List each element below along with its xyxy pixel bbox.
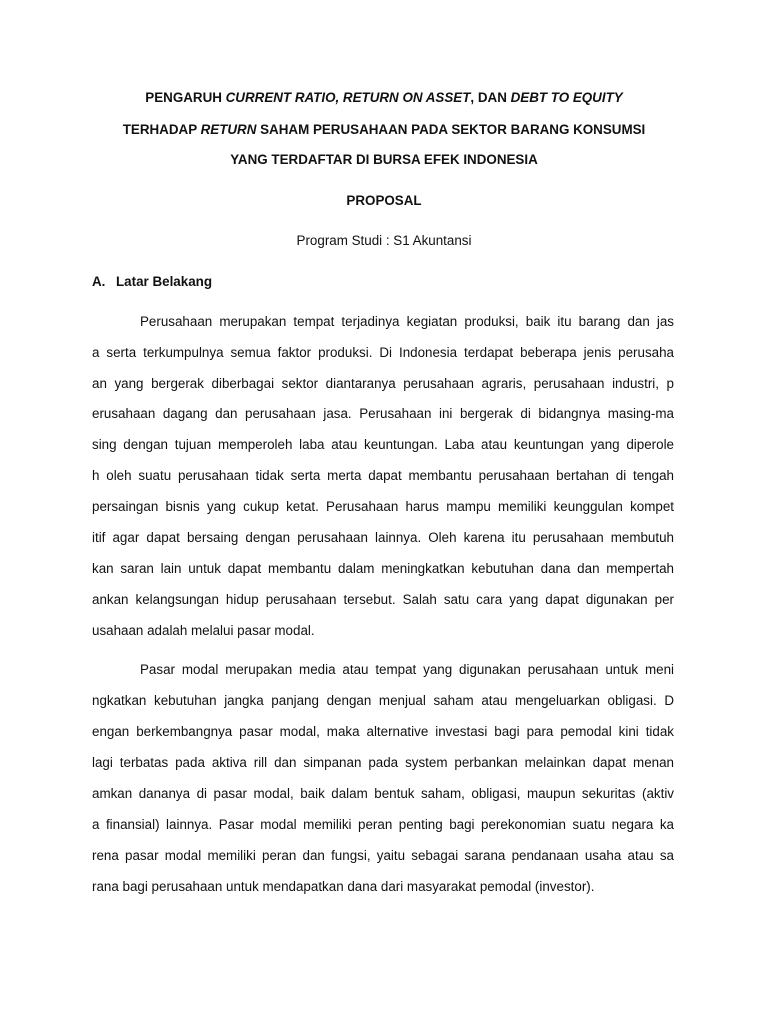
paragraph-2-line: Pasar modal merupakan media atau tempat yang digunakan perusahaan untuk meni (140, 662, 674, 677)
paragraph-2-line: amkan dananya di pasar modal, baik dalam bentuk saham, obligasi, maupun sekuritas (aktiv (92, 786, 674, 801)
paragraph-1-line: itif agar dapat bersaing dengan perusahaan lainnya. Oleh karena itu perusahaan membutuh (92, 530, 674, 545)
paragraph-1-line: usahaan adalah melalui pasar modal. (92, 623, 315, 638)
title-line-1-part-b: CURRENT RATIO, RETURN ON ASSET (225, 90, 471, 105)
document-type: PROPOSAL (346, 193, 422, 208)
title-line-2-part-a: TERHADAP (122, 122, 201, 137)
title-line-2 (60, 120, 708, 140)
paragraph-1-line: erusahaan dagang dan perusahaan jasa. Perusahaan ini bergerak di bidangnya masing-ma (92, 406, 674, 421)
paragraph-1-line: kan saran lain untuk dapat membantu dalam meningkatkan kebutuhan dana dan mempertah (92, 561, 674, 576)
paragraph-1-line: h oleh suatu perusahaan tidak serta merta dapat membantu perusahaan bertahan di tengah (92, 468, 674, 483)
section-heading-text: Latar Belakang (116, 274, 213, 289)
paragraph-2-line: a finansial) lainnya. Pasar modal memiliki peran penting bagi perekonomian suatu negara ka (92, 817, 674, 832)
paragraph-1-line: persaingan bisnis yang cukup ketat. Perusahaan harus mampu memiliki keunggulan kompet (92, 499, 674, 514)
section-marker: A. (92, 274, 106, 289)
paragraph-2-line: rena pasar modal memiliki peran dan fungsi, yaitu sebagai sarana pendanaan usaha atau sa (92, 848, 674, 863)
paragraph-1-line: sing dengan tujuan memperoleh laba atau keuntungan. Laba atau keuntungan yang diperole (92, 437, 674, 452)
section-heading (92, 272, 212, 292)
title-line-1-part-a: PENGARUH (145, 90, 226, 105)
paragraph-2-line: rana bagi perusahaan untuk mendapatkan dana dari masyarakat pemodal (investor). (92, 879, 595, 894)
paragraph-1-line: a serta terkumpulnya semua faktor produksi. Di Indonesia terdapat beberapa jenis perusaha (92, 345, 674, 360)
title-line-1-part-d: DEBT TO EQUITY (510, 90, 623, 105)
title-line-2-part-b: RETURN (200, 122, 257, 137)
title-line-3: YANG TERDAFTAR DI BURSA EFEK INDONESIA (230, 152, 538, 167)
paragraph-2-line: engan berkembangnya pasar modal, maka alternative investasi bagi para pemodal kini tidak (92, 724, 674, 739)
title-line-1 (60, 88, 708, 108)
study-program: Program Studi : S1 Akuntansi (296, 233, 472, 248)
paragraph-1-line: ankan kelangsungan hidup perusahaan tersebut. Salah satu cara yang dapat digunakan per (92, 592, 674, 607)
paragraph-2-line: lagi terbatas pada aktiva rill dan simpanan pada system perbankan melainkan dapat menan (92, 755, 674, 770)
paragraph-1-line: Perusahaan merupakan tempat terjadinya kegiatan produksi, baik itu barang dan jas (140, 314, 674, 329)
title-line-1-part-c: , DAN (470, 90, 511, 105)
title-line-2-part-c: SAHAM PERUSAHAAN PADA SEKTOR BARANG KONSUMSI (256, 122, 646, 137)
paragraph-2-line: ngkatkan kebutuhan jangka panjang dengan menjual saham atau mengeluarkan obligasi. D (92, 693, 674, 708)
paragraph-1-line: an yang bergerak diberbagai sektor diantaranya perusahaan agraris, perusahaan industri, p (92, 376, 674, 391)
